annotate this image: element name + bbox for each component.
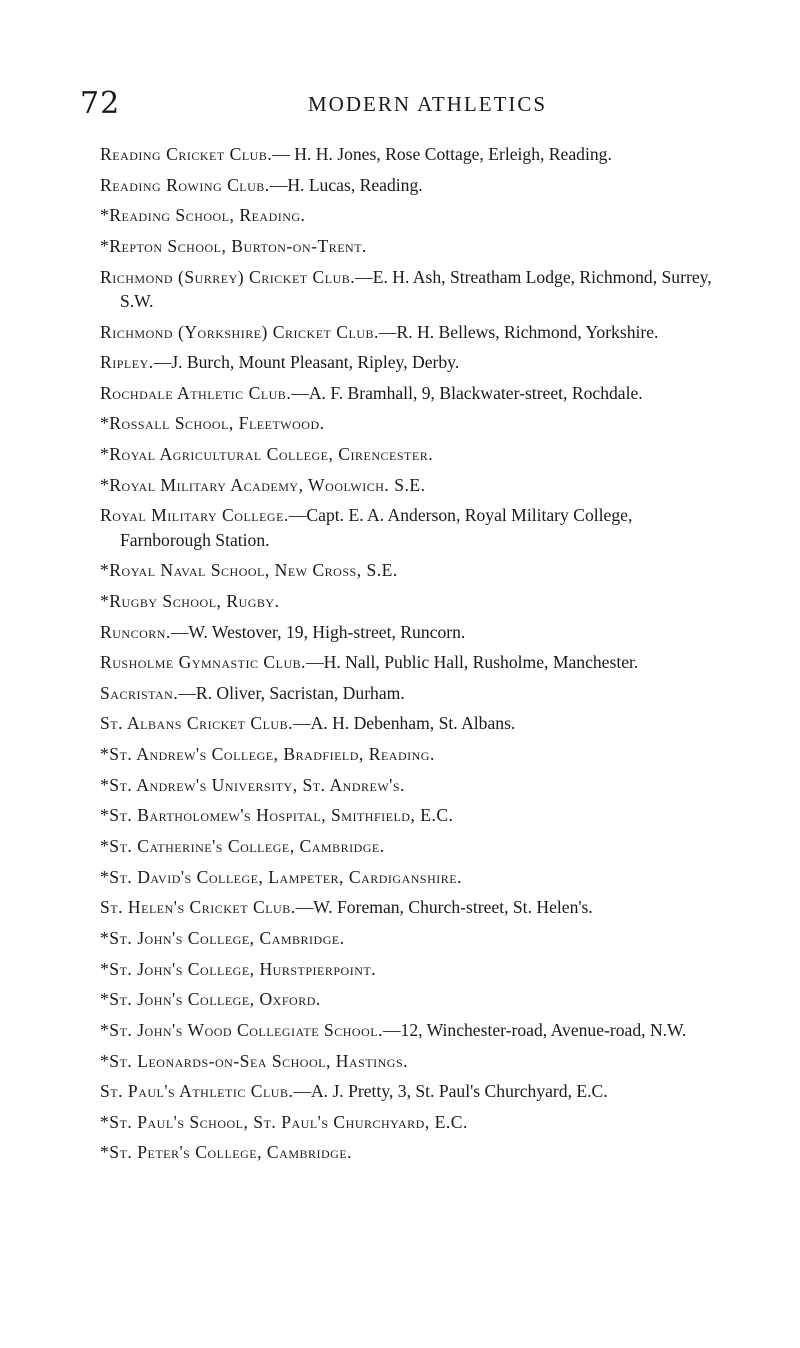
page-header <box>80 86 720 126</box>
directory-entry <box>100 742 725 766</box>
directory-entry <box>100 865 725 889</box>
entry-name: Sacristan. <box>100 682 179 703</box>
directory-entry <box>100 957 725 981</box>
entry-name: *St. John's College, Cambridge. <box>100 927 345 948</box>
directory-entry <box>100 1140 725 1164</box>
directory-entry <box>100 773 725 797</box>
entry-name: Runcorn. <box>100 621 171 642</box>
entry-name: *St. Leonards-on-Sea School, Hastings. <box>100 1050 409 1071</box>
directory-entry <box>100 442 725 466</box>
directory-entry <box>100 1049 725 1073</box>
directory-entry <box>100 203 725 227</box>
entry-detail: —R. H. Bellews, Richmond, Yorkshire. <box>378 321 659 342</box>
entry-name: St. Albans Cricket Club. <box>100 713 293 734</box>
directory-entry <box>100 173 725 197</box>
directory-entry <box>100 620 725 644</box>
entry-detail: —H. Nall, Public Hall, Rusholme, Manchester. <box>306 652 639 673</box>
entry-name: St. Paul's Athletic Club. <box>100 1081 294 1102</box>
entry-detail: — H. H. Jones, Rose Cottage, Erleigh, Reading. <box>272 144 612 164</box>
entry-name: *Rugby School, Rugby. <box>100 590 280 611</box>
entry-name: *St. John's Wood Collegiate School. <box>100 1019 383 1040</box>
entry-name: *St. Andrew's University, St. Andrew's. <box>100 774 405 795</box>
entry-detail: —R. Oliver, Sacristan, Durham. <box>178 682 405 703</box>
directory-entry <box>100 411 725 435</box>
entry-name: Reading Cricket Club. <box>100 144 273 164</box>
entry-detail: —A. F. Bramhall, 9, Blackwater-street, Rochdale. <box>291 382 643 403</box>
directory-entry <box>100 681 725 705</box>
directory-entry <box>100 895 725 919</box>
entry-detail: —12, Winchester-road, Avenue-road, N.W. <box>382 1019 687 1040</box>
directory-list <box>100 142 725 1171</box>
entry-detail: —J. Burch, Mount Pleasant, Ripley, Derby. <box>153 352 460 373</box>
directory-entry <box>100 142 725 166</box>
entry-detail: —H. Lucas, Reading. <box>269 174 423 195</box>
entry-name: *St. John's College, Hurstpierpoint. <box>100 958 377 979</box>
directory-entry <box>100 265 725 314</box>
page-number: 72 <box>80 86 121 121</box>
directory-entry <box>100 834 725 858</box>
directory-entry <box>100 558 725 582</box>
entry-name: Rochdale Athletic Club. <box>100 382 292 403</box>
directory-entry <box>100 1110 725 1134</box>
entry-name: *St. Bartholomew's Hospital, Smithfield, E.C. <box>100 805 454 826</box>
directory-entry <box>100 926 725 950</box>
directory-entry <box>100 803 725 827</box>
entry-name: *St. Paul's School, St. Paul's Churchyard, E.C. <box>100 1111 468 1132</box>
directory-entry <box>100 987 725 1011</box>
entry-name: *Reading School, Reading. <box>100 205 306 226</box>
entry-name: Richmond (Surrey) Cricket Club. <box>100 266 356 287</box>
directory-entry <box>100 711 725 735</box>
directory-entry <box>100 1018 725 1042</box>
entry-detail: —W. Foreman, Church-street, St. Helen's. <box>295 897 593 918</box>
entry-name: *St. John's College, Oxford. <box>100 989 321 1010</box>
entry-detail: —W. Westover, 19, High-street, Runcorn. <box>170 621 466 642</box>
entry-name: *St. Catherine's College, Cambridge. <box>100 836 385 857</box>
directory-entry <box>100 234 725 258</box>
entry-detail: —A. H. Debenham, St. Albans. <box>292 713 516 734</box>
entry-name: *Rossall School, Fleetwood. <box>100 413 325 434</box>
directory-entry <box>100 350 725 374</box>
directory-entry <box>100 1079 725 1103</box>
entry-name: *Repton School, Burton-on-Trent. <box>100 235 367 256</box>
directory-entry <box>100 473 725 497</box>
entry-name: *Royal Military Academy, Woolwich. S.E. <box>100 474 426 495</box>
directory-entry <box>100 650 725 674</box>
directory-entry <box>100 320 725 344</box>
entry-name: Ripley. <box>100 352 154 373</box>
entry-name: St. Helen's Cricket Club. <box>100 897 296 918</box>
entry-name: Reading Rowing Club. <box>100 174 270 195</box>
directory-entry <box>100 503 725 552</box>
directory-entry <box>100 589 725 613</box>
entry-detail: —A. J. Pretty, 3, St. Paul's Churchyard, E.C. <box>293 1081 608 1102</box>
entry-name: *Royal Naval School, New Cross, S.E. <box>100 560 398 581</box>
entry-detail: —E. H. Ash, Streatham Lodge, Richmond, Surrey, S.W. <box>120 266 712 311</box>
entry-name: Royal Military College. <box>100 505 289 526</box>
entry-name: Richmond (Yorkshire) Cricket Club. <box>100 321 379 342</box>
entry-name: *St. David's College, Lampeter, Cardiganshire. <box>100 866 462 887</box>
entry-name: *St. Andrew's College, Bradfield, Reading. <box>100 744 435 765</box>
entry-name: *Royal Agricultural College, Cirencester. <box>100 444 434 465</box>
directory-entry <box>100 381 725 405</box>
entry-name: *St. Peter's College, Cambridge. <box>100 1142 353 1163</box>
entry-name: Rusholme Gymnastic Club. <box>100 652 307 673</box>
running-title: MODERN ATHLETICS <box>308 92 548 116</box>
entry-detail: —Capt. E. A. Anderson, Royal Military College, Farnborough Station. <box>120 505 633 550</box>
